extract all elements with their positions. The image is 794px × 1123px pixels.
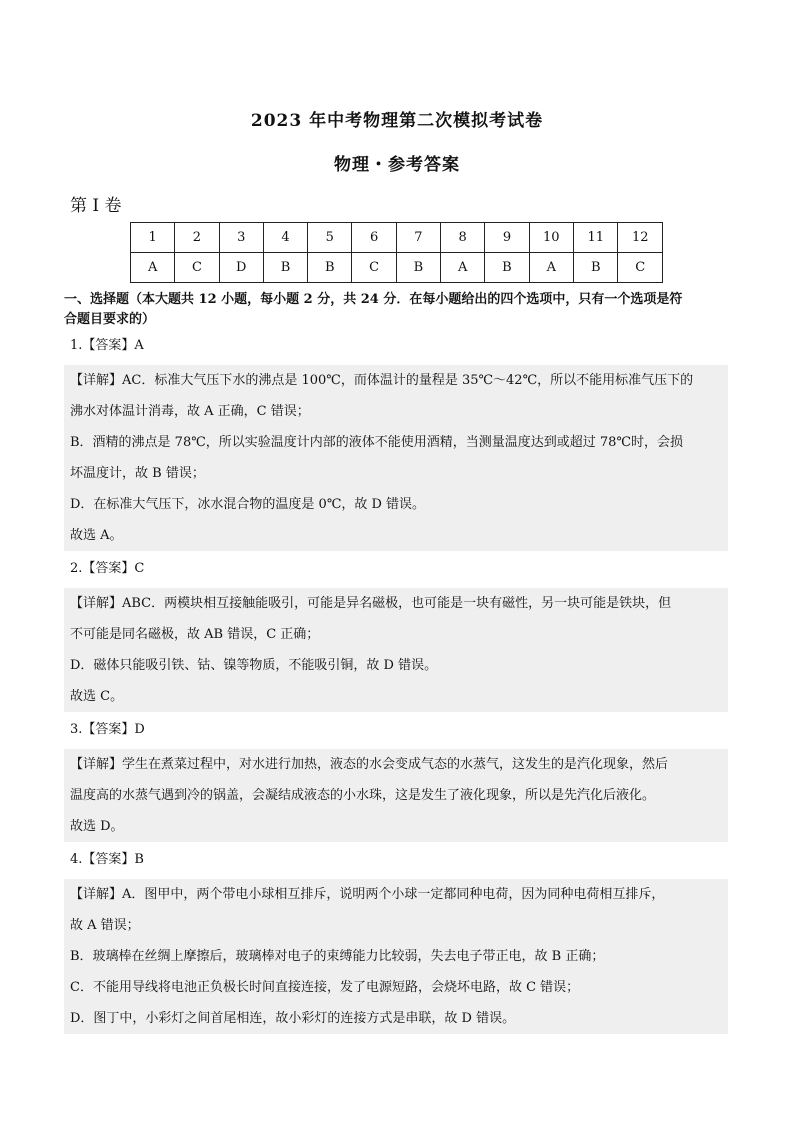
answer-cell: C [175,253,219,283]
explanation-line: 【详解】A．图甲中，两个带电小球相互排斥，说明两个小球一定都同种电荷，因为同种电荷相互排斥， [70,887,665,902]
section-heading [64,290,728,330]
answer-cell: C [352,253,396,283]
answer-cell: B [574,253,618,283]
explanation-line: 不可能是同名磁极，故 AB 错误，C 正确； [70,627,320,642]
question-number-cell: 7 [396,223,440,253]
questions-list [64,334,728,1040]
answer-cell: B [308,253,352,283]
explanation-line: 沸水对体温计消毒，故 A 正确，C 错误； [70,404,310,419]
volume-label: 第 I 卷 [70,196,122,216]
explanation-block [64,365,728,551]
question-number-cell: 12 [618,223,663,253]
question-number-cell: 3 [219,223,263,253]
answer-cell: A [529,253,573,283]
explanation-line: 故选 D。 [70,819,124,834]
answer-table-answer-row [131,253,663,283]
page-title: 2023 年中考物理第二次模拟考试卷 [250,111,544,131]
question-number-cell: 1 [131,223,175,253]
explanation-line: 【详解】学生在煮菜过程中，对水进行加热，液态的水会变成气态的水蒸气，这发生的是汽化现象，然后 [70,757,669,772]
question-number-cell: 11 [574,223,618,253]
answer-cell: B [396,253,440,283]
answer-cell: D [219,253,263,283]
answer-line: 1.【答案】A [70,338,144,353]
question-number-cell: 6 [352,223,396,253]
question-number-cell: 10 [529,223,573,253]
explanation-line: 故选 A。 [70,528,123,543]
answer-line: 2.【答案】C [70,561,145,576]
explanation-line: 故选 C。 [70,689,124,704]
explanation-line: C．不能用导线将电池正负极长时间直接连接，发了电源短路，会烧坏电路，故 C 错误； [70,980,580,995]
explanation-line: 【详解】ABC．两模块相互接触能吸引，可能是异名磁极，也可能是一块有磁性，另一块可能是铁块，但 [70,596,672,611]
question-number-cell: 8 [441,223,485,253]
question-number-cell: 2 [175,223,219,253]
answer-line: 4.【答案】B [70,852,144,867]
explanation-line: D．图丁中，小彩灯之间首尾相连，故小彩灯的连接方式是串联，故 D 错误。 [70,1011,516,1026]
explanation-line: B．玻璃棒在丝绸上摩擦后，玻璃棒对电子的束缚能力比较弱，失去电子带正电，故 B 正确； [70,949,605,964]
explanation-block [64,879,728,1034]
section-heading-line-2: 合题目要求的） [64,312,156,327]
explanation-line: 温度高的水蒸气遇到冷的锅盖，会凝结成液态的小水珠，这是发生了液化现象，所以是先汽化后液化。 [70,788,656,803]
explanation-line: D．磁体只能吸引铁、钴、镍等物质，不能吸引铜，故 D 错误。 [70,658,438,673]
answer-table-number-row [131,223,663,253]
answer-line: 3.【答案】D [70,722,145,737]
answer-cell: B [485,253,529,283]
question-number-cell: 5 [308,223,352,253]
page-subtitle: 物理・参考答案 [334,155,460,175]
explanation-line: 故 A 错误； [70,918,140,933]
question-number-cell: 4 [263,223,307,253]
explanation-line: 【详解】AC．标准大气压下水的沸点是 100℃，而体温计的量程是 35℃～42℃，所以不能用标准气压下的 [70,373,694,388]
explanation-block [64,749,728,842]
answer-cell: A [441,253,485,283]
explanation-line: 坏温度计，故 B 错误； [70,466,205,481]
answer-cell: A [131,253,175,283]
answer-table [130,222,663,283]
explanation-line: B．酒精的沸点是 78℃，所以实验温度计内部的液体不能使用酒精，当测量温度达到或超过 78℃时，会损 [70,435,683,450]
answer-cell: B [263,253,307,283]
question-number-cell: 9 [485,223,529,253]
answer-cell: C [618,253,663,283]
explanation-block [64,588,728,712]
explanation-line: D．在标准大气压下，冰水混合物的温度是 0℃，故 D 错误。 [70,497,426,512]
section-heading-line-1: 一、选择题（本大题共 12 小题，每小题 2 分，共 24 分．在每小题给出的四个选项中，只有一个选项是符 [64,292,683,307]
